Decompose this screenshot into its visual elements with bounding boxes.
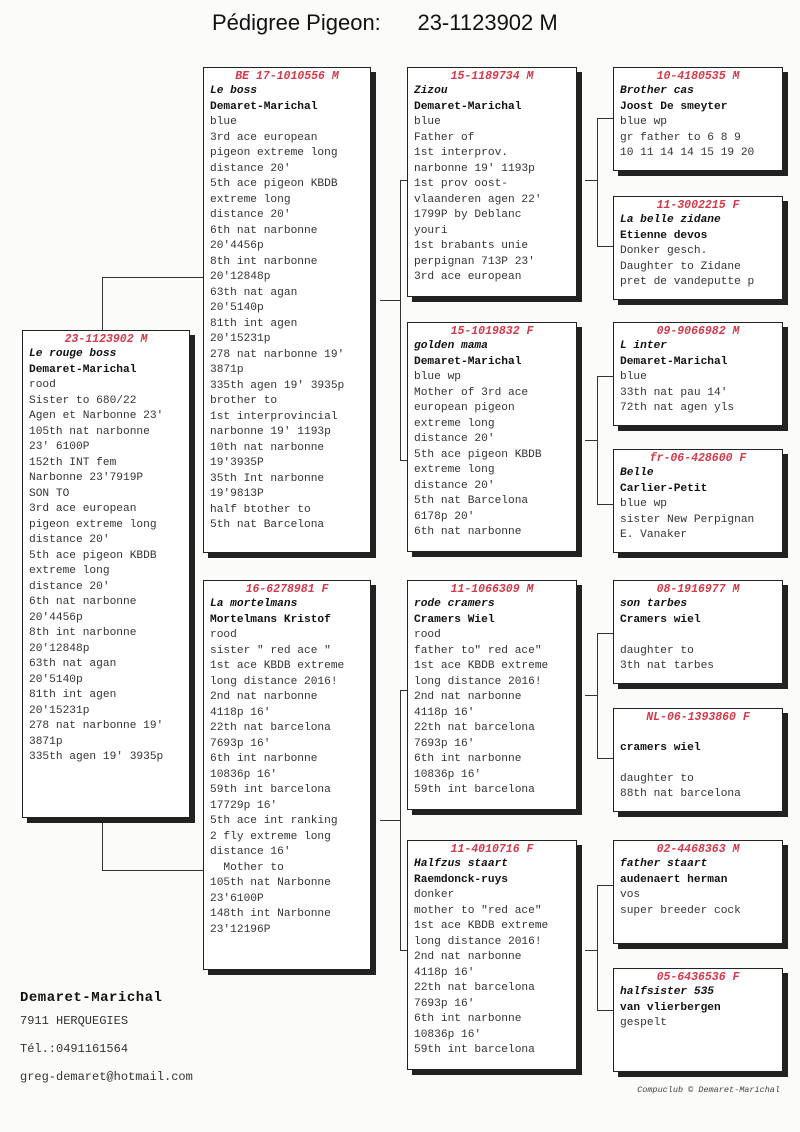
breeder-name: Etienne devos	[620, 229, 708, 242]
info-line: 63th nat agan	[210, 286, 298, 299]
card-sire	[203, 67, 371, 553]
info-line: 3871p	[29, 735, 63, 748]
connector	[400, 690, 401, 950]
info-line: 4118p 16'	[414, 706, 475, 719]
connector	[102, 818, 103, 870]
info-line: Sister to 680/22	[29, 394, 137, 407]
ring-number: 08-1916977 M	[656, 583, 740, 596]
info-line: 335th agen 19' 3935p	[210, 379, 345, 392]
info-line: 23'6100P	[210, 892, 264, 905]
info-line: 6th int narbonne	[414, 753, 522, 765]
info-line: 7693p 16'	[210, 737, 271, 750]
info-line: 1st ace KBDB extreme	[414, 920, 549, 932]
info-line: sister New Perpignan	[620, 513, 755, 526]
info-line: 10836p 16'	[414, 1028, 482, 1041]
card-dam-dam	[407, 840, 577, 1070]
breeder-name: Raemdonck-ruys	[414, 873, 508, 886]
info-line: 2nd nat narbonne	[210, 691, 318, 703]
info-line: distance 20'	[29, 534, 110, 546]
info-line: youri	[414, 224, 448, 237]
connector	[597, 885, 598, 1010]
info-line: long distance 2016!	[414, 675, 542, 688]
card-dam	[203, 580, 371, 970]
breeder-name: Joost De smeyter	[620, 100, 728, 113]
info-line: 35th Int narbonne	[210, 472, 325, 485]
owner-email[interactable]: greg-demaret@hotmail.com	[20, 1070, 193, 1084]
ring-number: 05-6436536 F	[656, 971, 740, 984]
info-line: 1st ace KBDB extreme	[414, 660, 549, 672]
ring-number: 15-1019832 F	[450, 325, 534, 338]
info-line: gespelt	[620, 1017, 667, 1029]
info-line: 1st ace KBDB extreme	[210, 660, 345, 672]
ring-number: 11-1066309 M	[450, 583, 534, 596]
info-line: Donker gesch.	[620, 245, 708, 257]
info-line: gr father to 6 8 9	[620, 131, 741, 144]
info-line: Daughter to Zidane	[620, 260, 741, 273]
info-line: distance 20'	[29, 580, 110, 593]
connector	[597, 246, 613, 247]
page-title: Pédigree Pigeon: 23-1123902 M	[212, 10, 558, 35]
info-line: 4118p 16'	[210, 706, 271, 719]
info-line: E. Vanaker	[620, 529, 688, 541]
info-line: 7693p 16'	[414, 997, 475, 1010]
ring-number: 02-4468363 M	[656, 843, 740, 856]
breeder-name: Carlier-Petit	[620, 482, 708, 495]
connector	[597, 885, 613, 886]
info-line: SON TO	[29, 487, 70, 500]
info-line: 3th nat tarbes	[620, 660, 714, 672]
ring-number: BE 17-1010556 M	[235, 70, 339, 83]
info-line: perpignan 713P 23'	[414, 255, 535, 268]
info-line: daughter to	[620, 644, 694, 657]
info-line: 105th nat narbonne	[29, 425, 150, 438]
info-line: 22th nat barcelona	[210, 722, 331, 734]
pigeon-name: halfsister 535	[620, 986, 714, 998]
info-line: 19'3935P	[210, 457, 264, 469]
info-line: extreme long	[29, 565, 110, 577]
info-line: brother to	[210, 395, 278, 407]
owner-block	[20, 990, 193, 1094]
info-line	[620, 628, 776, 644]
info-line: distance 20'	[210, 209, 291, 221]
info-line: 23'12196P	[210, 923, 271, 936]
info-line: 6th nat narbonne	[414, 526, 522, 538]
ring-number: 09-9066982 M	[656, 325, 740, 338]
info-line: 148th int Narbonne	[210, 908, 331, 920]
info-line: 278 nat narbonne 19'	[210, 348, 345, 361]
info-line: 22th nat barcelona	[414, 982, 535, 994]
ring-number: 15-1189734 M	[450, 70, 534, 83]
pigeon-name: Halfzus staart	[414, 858, 508, 870]
info-line: 10th nat narbonne	[210, 441, 325, 454]
info-line: vos	[620, 889, 641, 901]
owner-phone: Tél.:0491161564	[20, 1042, 129, 1056]
pigeon-name: L inter	[620, 340, 667, 352]
breeder-name: Demaret-Marichal	[414, 355, 522, 368]
info-line: rood	[29, 379, 56, 391]
info-line: 88th nat barcelona	[620, 788, 741, 800]
info-line: 6th int narbonne	[414, 1013, 522, 1025]
card-dss	[613, 580, 783, 684]
connector	[102, 277, 103, 330]
ring-number: 23-1123902 M	[64, 333, 148, 346]
info-line: distance 20'	[414, 479, 495, 492]
card-dsd	[613, 708, 783, 812]
ring-number: NL-06-1393860 F	[646, 711, 750, 724]
info-line: 1st brabants unie	[414, 240, 529, 252]
info-line: 6178p 20'	[414, 510, 475, 523]
info-line: narbonne 19' 1193p	[414, 162, 535, 175]
info-line: 5th ace pigeon KBDB	[210, 178, 338, 190]
info-line: super breeder cock	[620, 904, 741, 917]
card-ddd	[613, 968, 783, 1072]
connector	[102, 870, 203, 871]
info-line: blue wp	[620, 498, 667, 510]
info-line: 72th nat agen yls	[620, 402, 735, 414]
info-line: blue	[210, 116, 237, 128]
pigeon-name: La belle zidane	[620, 214, 721, 226]
owner-name: Demaret-Marichal	[20, 990, 163, 1006]
breeder-name: Cramers Wiel	[414, 613, 495, 626]
info-line: 20'15231p	[210, 333, 271, 345]
info-line: 1st prov oost-	[414, 178, 508, 190]
connector	[597, 504, 613, 505]
pigeon-name: golden mama	[414, 340, 488, 352]
card-ssd	[613, 196, 783, 300]
info-line: 5th ace pigeon KBDB	[29, 549, 157, 562]
info-line: 5th nat Barcelona	[414, 495, 529, 507]
info-line: 1st interprovincial	[210, 410, 338, 423]
info-line: rood	[210, 629, 237, 641]
connector	[585, 950, 597, 951]
info-line: 20'12848p	[210, 271, 271, 283]
info-line: 20'4456p	[210, 240, 264, 252]
info-line: sister " red ace "	[210, 644, 331, 657]
pigeon-name: son tarbes	[620, 598, 688, 610]
info-line: distance 16'	[210, 846, 291, 858]
connector	[102, 277, 203, 278]
ring-number: 11-4010716 F	[450, 843, 534, 856]
info-line: 5th ace pigeon KBDB	[414, 448, 542, 461]
info-line: extreme long	[210, 193, 291, 206]
info-line: european pigeon	[414, 402, 515, 414]
connector	[585, 180, 597, 181]
connector	[400, 690, 407, 691]
connector	[585, 440, 597, 441]
info-line: 4118p 16'	[414, 966, 475, 979]
info-line: narbonne 19' 1193p	[210, 426, 331, 438]
info-line: 63th nat agan	[29, 658, 117, 670]
breeder-name: van vlierbergen	[620, 1001, 721, 1014]
breeder-name: Mortelmans Kristof	[210, 613, 331, 626]
pigeon-name: rode cramers	[414, 598, 495, 610]
breeder-name: Demaret-Marichal	[29, 363, 137, 376]
card-subject	[22, 330, 190, 818]
connector	[597, 118, 598, 246]
info-line: Narbonne 23'7919P	[29, 472, 144, 484]
info-line: 1799P by Deblanc	[414, 209, 522, 221]
info-line: blue wp	[620, 116, 667, 128]
breeder-name: Demaret-Marichal	[414, 100, 522, 113]
ring-number: fr-06-428600 F	[649, 452, 747, 465]
info-line: 5th ace int ranking	[210, 815, 338, 827]
info-line: 59th int barcelona	[210, 784, 331, 796]
info-line: pigeon extreme long	[29, 518, 157, 531]
info-line: 2 fly extreme long	[210, 830, 331, 843]
breeder-name: Cramers wiel	[620, 613, 701, 626]
info-line: long distance 2016!	[210, 675, 338, 688]
pigeon-name: Belle	[620, 467, 654, 479]
info-line: donker	[414, 889, 455, 901]
info-line: extreme long	[414, 417, 495, 430]
connector	[380, 820, 400, 821]
info-line: distance 20'	[210, 162, 291, 175]
footer-credit: Compuclub © Demaret-Marichal	[637, 1085, 780, 1095]
info-line: vlaanderen agen 22'	[414, 193, 542, 206]
ring-number: 10-4180535 M	[656, 70, 740, 83]
info-line: 33th nat pau 14'	[620, 386, 728, 399]
info-line: Father of	[414, 131, 475, 144]
pigeon-name: Le boss	[210, 85, 257, 97]
info-line: 8th int narbonne	[29, 627, 137, 639]
card-dds	[613, 840, 783, 944]
pigeon-name	[620, 725, 776, 741]
info-line: 20'15231p	[29, 704, 90, 717]
info-line: 6th nat narbonne	[210, 224, 318, 237]
info-line: 105th nat Narbonne	[210, 877, 331, 889]
info-line: blue wp	[414, 371, 461, 383]
connector	[380, 300, 400, 301]
breeder-name: audenaert herman	[620, 873, 728, 886]
owner-city: 7911 HERQUEGIES	[20, 1014, 129, 1028]
info-line: 7693p 16'	[414, 737, 475, 750]
info-line: 81th int agen	[210, 317, 298, 330]
info-line: 3rd ace european	[414, 271, 522, 283]
connector	[400, 460, 407, 461]
info-line: rood	[414, 629, 441, 641]
info-line: 20'5140p	[210, 302, 264, 314]
info-line: 81th int agen	[29, 689, 117, 701]
info-line: 3rd ace european	[29, 503, 137, 515]
info-line: 59th int barcelona	[414, 1044, 535, 1056]
info-line: blue	[620, 371, 647, 383]
breeder-name: Demaret-Marichal	[210, 100, 318, 113]
pigeon-name: La mortelmans	[210, 598, 298, 610]
info-line: 152th INT fem	[29, 456, 117, 469]
connector	[597, 376, 613, 377]
info-line: distance 20'	[414, 433, 495, 445]
connector	[597, 1010, 613, 1011]
connector	[400, 950, 407, 951]
info-line	[620, 756, 776, 772]
info-line: blue	[414, 116, 441, 128]
info-line: 20'12848p	[29, 642, 90, 655]
info-line: Mother to	[210, 861, 284, 874]
ring-number: 11-3002215 F	[656, 199, 740, 212]
info-line: half btother to	[210, 503, 311, 516]
card-sds	[613, 322, 783, 426]
info-line: 3871p	[210, 364, 244, 376]
info-line: 17729p 16'	[210, 799, 278, 812]
connector	[400, 180, 401, 460]
info-line: 335th agen 19' 3935p	[29, 751, 164, 763]
info-line: Agen et Narbonne 23'	[29, 410, 164, 422]
breeder-name: Demaret-Marichal	[620, 355, 728, 368]
info-line: 8th int narbonne	[210, 255, 318, 268]
ring-number: 16-6278981 F	[245, 583, 329, 596]
info-line: father to" red ace"	[414, 644, 542, 657]
info-line: 6th nat narbonne	[29, 596, 137, 608]
info-line: 2nd nat narbonne	[414, 951, 522, 963]
connector	[585, 695, 597, 696]
info-line: 1st interprov.	[414, 147, 508, 159]
info-line: 6th int narbonne	[210, 753, 318, 765]
info-line: 2nd nat narbonne	[414, 691, 522, 703]
pigeon-name: father staart	[620, 858, 708, 870]
info-line: 3rd ace european	[210, 131, 318, 144]
info-line: daughter to	[620, 772, 694, 785]
info-line: 23' 6100P	[29, 441, 90, 453]
info-line: 278 nat narbonne 19'	[29, 720, 164, 732]
info-line: mother to "red ace"	[414, 904, 542, 917]
info-line: 20'4456p	[29, 611, 83, 624]
info-line: 10836p 16'	[210, 768, 278, 781]
connector	[400, 180, 407, 181]
pigeon-name: Zizou	[414, 85, 448, 97]
info-line: extreme long	[414, 464, 495, 476]
connector	[597, 118, 613, 119]
info-line: long distance 2016!	[414, 935, 542, 948]
card-sire-sire	[407, 67, 577, 297]
pigeon-name: Brother cas	[620, 85, 694, 97]
connector	[597, 633, 613, 634]
info-line: 59th int barcelona	[414, 784, 535, 796]
info-line: 5th nat Barcelona	[210, 519, 325, 531]
connector	[597, 633, 598, 758]
card-dam-sire	[407, 580, 577, 810]
connector	[597, 376, 598, 504]
info-line: Mother of 3rd ace	[414, 386, 529, 399]
info-line: 10836p 16'	[414, 768, 482, 781]
info-line: pret de vandeputte p	[620, 276, 755, 288]
info-line: 10 11 14 14 15 19 20	[620, 147, 755, 159]
card-sire-dam	[407, 322, 577, 552]
connector	[597, 758, 613, 759]
info-line: 19'9813P	[210, 488, 264, 500]
info-line: pigeon extreme long	[210, 147, 338, 159]
breeder-name: cramers wiel	[620, 741, 701, 754]
card-sdd	[613, 449, 783, 553]
info-line: 20'5140p	[29, 673, 83, 686]
pigeon-name: Le rouge boss	[29, 348, 117, 360]
info-line: 22th nat barcelona	[414, 722, 535, 734]
card-sss	[613, 67, 783, 171]
